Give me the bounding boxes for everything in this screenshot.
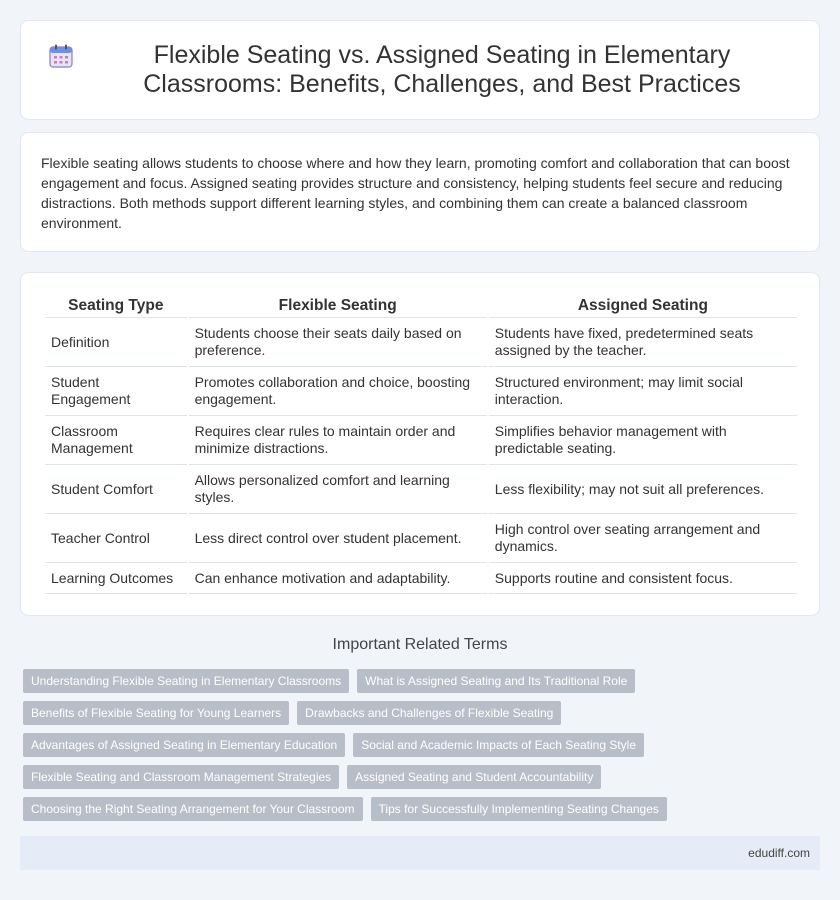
assigned-cell: Students have fixed, predetermined seats assigned by the teacher.	[489, 318, 797, 367]
header-seating-type: Seating Type	[45, 293, 187, 318]
table-row	[45, 367, 797, 416]
assigned-cell: Structured environment; may limit social interaction.	[489, 367, 797, 416]
related-terms-heading: Important Related Terms	[332, 636, 508, 653]
flexible-cell: Promotes collaboration and choice, boosting engagement.	[189, 367, 487, 416]
footer-site-link[interactable]: edudiff.com	[748, 846, 810, 860]
table-row	[45, 465, 797, 514]
header-assigned-seating: Assigned Seating	[489, 293, 797, 318]
row-label: Teacher Control	[45, 514, 187, 563]
row-label: Student Comfort	[45, 465, 187, 514]
related-terms-list	[23, 669, 823, 829]
title-card	[20, 20, 820, 120]
table-row	[45, 318, 797, 367]
flexible-cell: Students choose their seats daily based on preference.	[189, 318, 487, 367]
page-title: Flexible Seating vs. Assigned Seating in Elementary Classrooms: Benefits, Challenges, and Best Practices	[143, 41, 741, 98]
intro-paragraph: Flexible seating allows students to choose where and how they learn, promoting comfort and collaboration that can boost engagement and focus. Assigned seating provides structure and consistency, helping students feel secure and reducing distractions. Both methods support different learning styles, and combining them can create a balanced classroom environment.	[41, 155, 790, 231]
assigned-cell: Less flexibility; may not suit all preferences.	[489, 465, 797, 514]
row-label: Learning Outcomes	[45, 563, 187, 594]
calendar-icon	[48, 43, 74, 69]
table-row	[45, 416, 797, 465]
related-term-link[interactable]: Choosing the Right Seating Arrangement for Your Classroom	[23, 797, 363, 821]
related-term-link[interactable]: Assigned Seating and Student Accountability	[347, 765, 601, 789]
related-term-link[interactable]: Flexible Seating and Classroom Management Strategies	[23, 765, 339, 789]
related-term-link[interactable]: Understanding Flexible Seating in Elementary Classrooms	[23, 669, 349, 693]
related-term-link[interactable]: Tips for Successfully Implementing Seating Changes	[371, 797, 667, 821]
footer	[20, 836, 820, 870]
row-label: Definition	[45, 318, 187, 367]
intro-card	[20, 132, 820, 252]
assigned-cell: High control over seating arrangement and dynamics.	[489, 514, 797, 563]
assigned-cell: Simplifies behavior management with predictable seating.	[489, 416, 797, 465]
flexible-cell: Allows personalized comfort and learning styles.	[189, 465, 487, 514]
row-label: Student Engagement	[45, 367, 187, 416]
related-term-link[interactable]: Advantages of Assigned Seating in Elementary Education	[23, 733, 345, 757]
table-header-row	[45, 293, 797, 318]
flexible-cell: Requires clear rules to maintain order and minimize distractions.	[189, 416, 487, 465]
header-flexible-seating: Flexible Seating	[189, 293, 487, 318]
row-label: Classroom Management	[45, 416, 187, 465]
table-row	[45, 514, 797, 563]
flexible-cell: Less direct control over student placement.	[189, 514, 487, 563]
assigned-cell: Supports routine and consistent focus.	[489, 563, 797, 594]
table-row	[45, 563, 797, 594]
related-term-link[interactable]: What is Assigned Seating and Its Traditional Role	[357, 669, 635, 693]
related-term-link[interactable]: Social and Academic Impacts of Each Seating Style	[353, 733, 644, 757]
comparison-table	[43, 293, 799, 594]
comparison-card	[20, 272, 820, 616]
related-term-link[interactable]: Drawbacks and Challenges of Flexible Seating	[297, 701, 561, 725]
flexible-cell: Can enhance motivation and adaptability.	[189, 563, 487, 594]
related-term-link[interactable]: Benefits of Flexible Seating for Young Learners	[23, 701, 289, 725]
